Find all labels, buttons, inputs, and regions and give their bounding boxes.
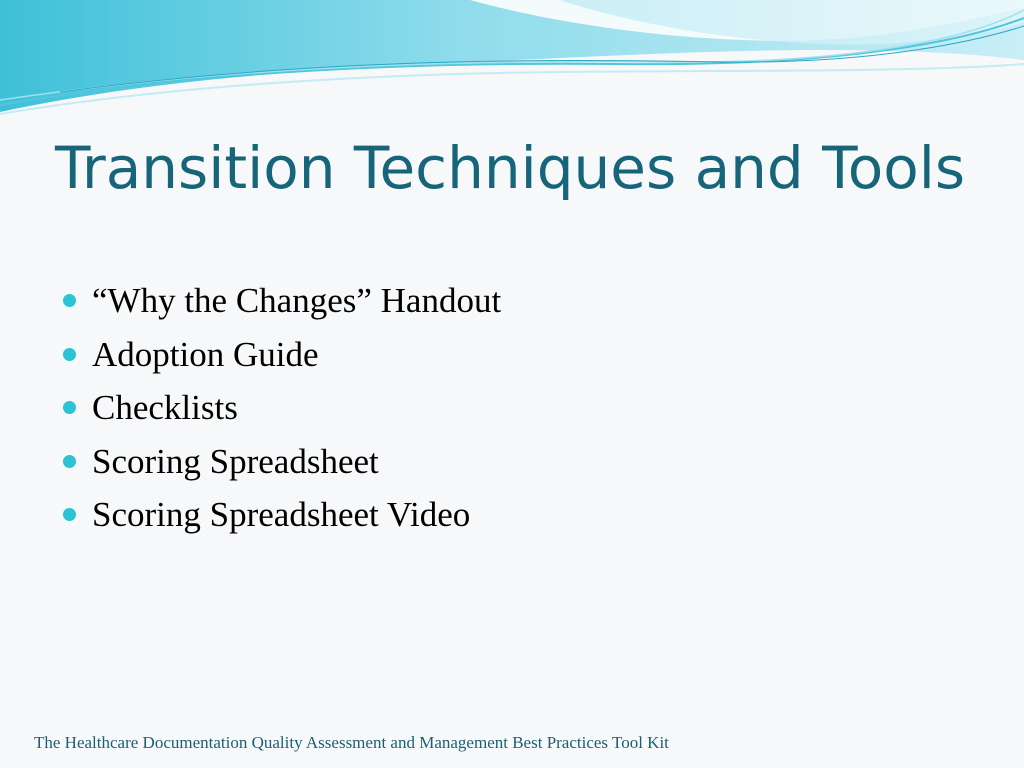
- bullet-item-why-the-changes: [63, 276, 501, 330]
- bullet-item-scoring-spreadsheet-video: [63, 490, 501, 544]
- bullet-text: Scoring Spreadsheet Video: [92, 495, 471, 534]
- slide-title: Transition Techniques and Tools: [55, 134, 966, 202]
- bullet-text: Checklists: [92, 388, 238, 427]
- bullet-text: Scoring Spreadsheet: [92, 441, 379, 481]
- bullet-text: Adoption Guide: [92, 334, 319, 374]
- bullet-dot-icon: [63, 508, 76, 521]
- bullet-list: [63, 276, 501, 544]
- bullet-dot-icon: [63, 294, 76, 307]
- slide-footer: The Healthcare Documentation Quality Assessment and Management Best Practices Tool Kit: [34, 733, 669, 752]
- bullet-item-checklists: [63, 383, 501, 437]
- bullet-dot-icon: [63, 348, 76, 361]
- bullet-dot-icon: [63, 455, 76, 468]
- bullet-dot-icon: [63, 401, 76, 414]
- decorative-wave-header: [0, 0, 1024, 130]
- bullet-item-scoring-spreadsheet: [63, 437, 501, 491]
- bullet-item-adoption-guide: [63, 330, 501, 384]
- bullet-text: “Why the Changes” Handout: [92, 281, 502, 320]
